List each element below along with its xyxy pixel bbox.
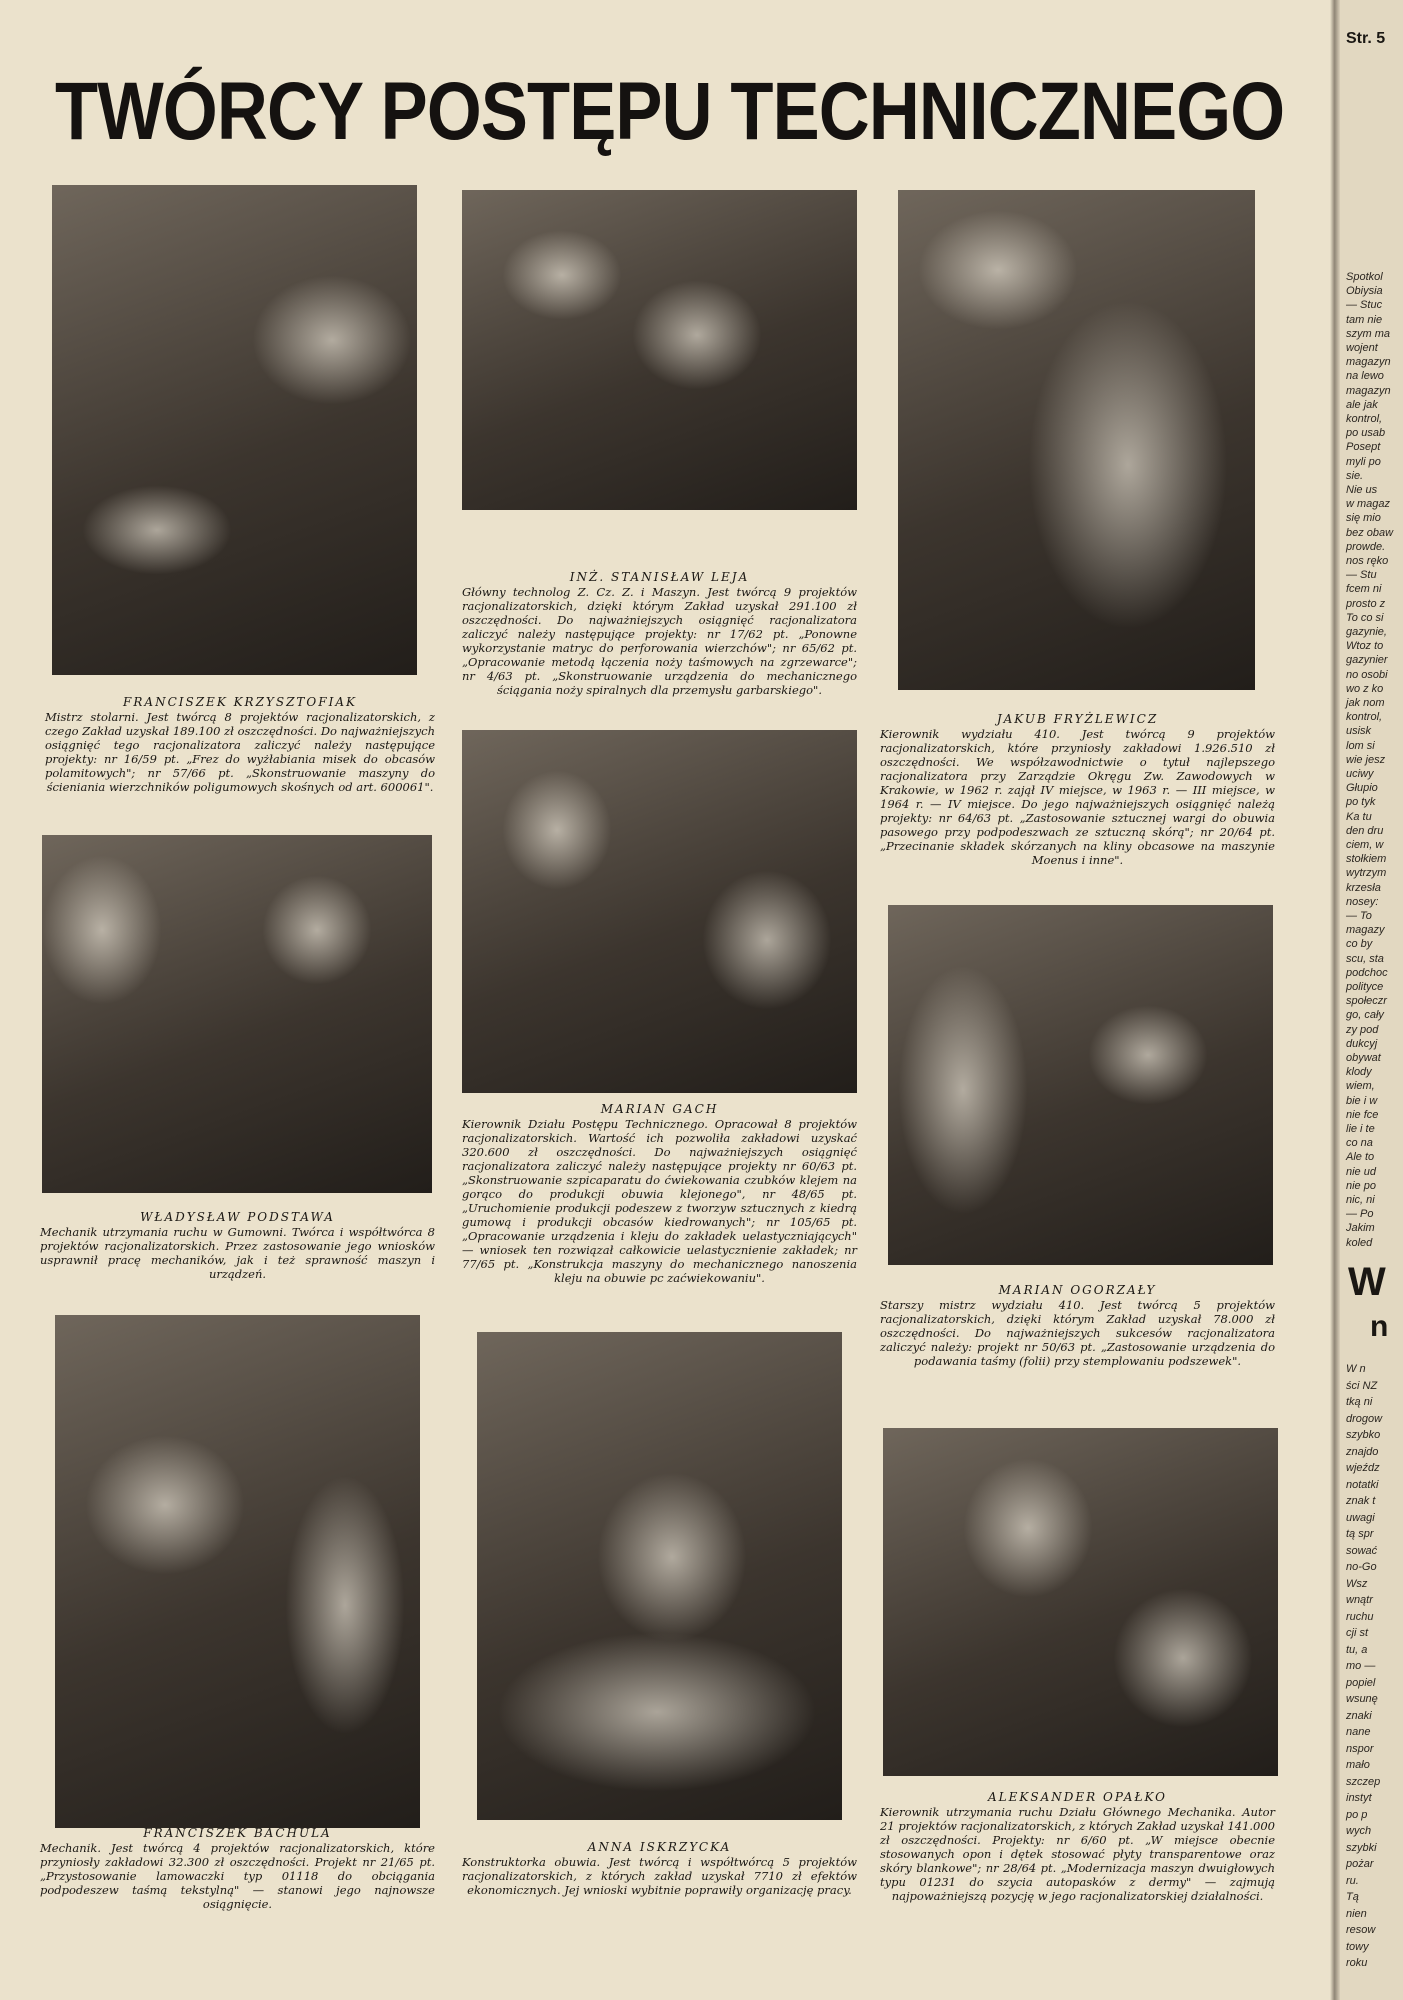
- adjacent-text-fragment: na lewo: [1346, 370, 1384, 383]
- adjacent-text-fragment: wojent: [1346, 342, 1378, 354]
- adjacent-text-fragment: społeczr: [1346, 995, 1387, 1008]
- adjacent-text-fragment: ciem, w: [1346, 839, 1384, 851]
- adjacent-text-fragment: — To: [1346, 910, 1372, 922]
- photo-opalko: [883, 1428, 1278, 1776]
- adjacent-text-fragment: den dru: [1346, 824, 1384, 837]
- adjacent-text-fragment: wiem,: [1346, 1080, 1375, 1093]
- caption-fryzlewicz: [880, 712, 1275, 867]
- adjacent-text-fragment: nie po: [1346, 1179, 1376, 1192]
- adjacent-text-fragment: zy pod: [1346, 1023, 1379, 1036]
- adjacent-text-fragment: prosto z: [1346, 597, 1386, 610]
- adjacent-text-fragment: Nie us: [1346, 484, 1378, 496]
- profile-text: Główny technolog Z. Cz. Z. i Maszyn. Jest twórcą 9 projektów racjonalizatorskich, dzięki którym Zakład uzyskał 291.100 zł oszczędności. Do najważniejszych osiągnięć racjonalizatora zaliczyć należy następujące projekty: nr 17/62 pt. „Ponowne wykorzystanie matryc do perforowania wierzchów"; nr 65/62 pt. „Opracowanie metodą łączenia noży taśmowych na zgrzewarce"; nr 4/63 pt. „Skonstruowanie urządzenia do mechanicznego ściągania noży spiralnych dla przemysłu garbarskiego".: [462, 585, 857, 697]
- adjacent-text-fragment: To co si: [1346, 611, 1384, 624]
- adjacent-text-fragment: nie fce: [1346, 1108, 1379, 1121]
- profile-text: Kierownik Działu Postępu Technicznego. Opracował 8 projektów racjonalizatorskich. Wartość ich pozwoliła zakładowi uzyskać 320.600 zł oszczędności. Do najważniejszych osiągnięć racjonalizatora zaliczyć należy następujące projekty nr 60/63 pt. „Skonstruowanie szpicaparatu do ćwiekowania czubków klejem na gorąco do produkcji obuwia klejonego", nr 48/65 pt. „Uruchomienie produkcji podeszew z tworzyw sztucznych z kiedrą gumową i produkcji obcasów kiedrowanych"; nr 105/65 pt. „Opracowanie urządzenia i kleju do zakładek uelastyczniających" — wniosek ten rozwiązał całkowicie uelastycznienie zakładek; nr 77/65 pt. „Konstrukcja maszyny do mechanicznego nanoszenia kleju na obuwie pc zaćwiekowaniu".: [462, 1117, 857, 1285]
- adjacent-text-fragment: W n: [1346, 1363, 1366, 1375]
- adjacent-text-fragment: Głupio: [1346, 782, 1378, 795]
- adjacent-text-fragment: scu, sta: [1346, 952, 1384, 965]
- adjacent-text-fragment: ruchu: [1346, 1610, 1374, 1623]
- caption-gach: [462, 1102, 857, 1285]
- photo-ogorzaly: [888, 905, 1273, 1265]
- adjacent-text-fragment: lom si: [1346, 739, 1375, 752]
- adjacent-text-fragment: nic, ni: [1346, 1194, 1375, 1206]
- adjacent-text-fragment: no osobi: [1346, 668, 1388, 681]
- profile-text: Kierownik utrzymania ruchu Działu Głównego Mechanika. Autor 21 projektów racjonalizatorskich, z których Zakład uzyskał 141.000 zł oszczędności. Projekty: nr 6/60 pt. „W miejsce obecnie stosowanych opon i dętek stosować płyty transparentowe oraz skóry blankowe"; nr 28/64 pt. „Modernizacja maszyn dwuigłowych typu 01231 do szycia autopasków z dermy" — zajmują najpoważniejszą pozycję w jego racjonalizatorskiej działalności.: [880, 1805, 1275, 1903]
- caption-opalko: [880, 1790, 1275, 1903]
- photo-gach: [462, 730, 857, 1093]
- adjacent-text-fragment: wo z ko: [1346, 682, 1384, 695]
- adjacent-text-fragment: magazyn: [1346, 384, 1391, 397]
- adjacent-text-fragment: wjeźdz: [1346, 1462, 1380, 1474]
- adjacent-text-fragment: uwagi: [1346, 1511, 1375, 1524]
- adjacent-text-fragment: wie jesz: [1346, 753, 1386, 766]
- adjacent-text-fragment: wych: [1346, 1825, 1372, 1837]
- page-number: Str. 5: [1346, 30, 1386, 47]
- profile-name: MARIAN OGORZAŁY: [998, 1283, 1157, 1297]
- profile-name: ANNA ISKRZYCKA: [587, 1840, 732, 1854]
- caption-podstawa: [40, 1210, 435, 1281]
- adjacent-text-fragment: — Po: [1346, 1208, 1374, 1221]
- adjacent-text-fragment: gazynier: [1346, 654, 1388, 667]
- adjacent-text-fragment: pożar: [1346, 1858, 1374, 1870]
- adjacent-text-fragment: się mio: [1346, 512, 1381, 525]
- adjacent-text-fragment: — Stuc: [1346, 299, 1383, 312]
- adjacent-text-fragment: Posept: [1346, 441, 1381, 454]
- adjacent-text-fragment: towy: [1346, 1940, 1369, 1953]
- photo-podstawa: [42, 835, 432, 1193]
- adjacent-text-fragment: Jakim: [1346, 1222, 1375, 1235]
- caption-leja: [462, 570, 857, 697]
- adjacent-text-fragment: uciwy: [1346, 768, 1374, 780]
- adjacent-text-fragment: szybki: [1346, 1841, 1377, 1854]
- adjacent-text-fragment: Tą: [1346, 1891, 1359, 1903]
- adjacent-text-fragment: ale jak: [1346, 398, 1378, 411]
- adjacent-text-fragment: magazyn: [1346, 356, 1391, 369]
- photo-fryzlewicz: [898, 190, 1255, 690]
- adjacent-text-fragment: nos ręko: [1346, 555, 1389, 567]
- photo-leja: [462, 190, 857, 510]
- adjacent-text-fragment: wnątr: [1346, 1594, 1373, 1606]
- adjacent-text-fragment: znak t: [1346, 1495, 1376, 1507]
- adjacent-text-fragment: kontrol,: [1346, 413, 1383, 425]
- page-fold: [1330, 0, 1340, 2000]
- adjacent-text-fragment: magazy: [1346, 924, 1385, 937]
- adjacent-text-fragment: Wsz: [1346, 1577, 1368, 1590]
- adjacent-text-fragment: krzesła: [1346, 881, 1381, 894]
- adjacent-text-fragment: lie i te: [1346, 1123, 1375, 1135]
- adjacent-text-fragment: znaki: [1346, 1709, 1372, 1722]
- profile-text: Konstruktorka obuwia. Jest twórcą i współtwórcą 5 projektów racjonalizatorskich, z których zakład uzyskał 7710 zł efektów ekonomicznych. Jej wnioski wybitnie poprawiły organizację pracy.: [462, 1855, 857, 1897]
- adjacent-text-fragment: nien: [1346, 1907, 1367, 1920]
- adjacent-text-fragment: ści NZ: [1346, 1379, 1378, 1392]
- adjacent-text-fragment: szym ma: [1346, 327, 1390, 340]
- profile-text: Mechanik utrzymania ruchu w Gumowni. Twórca i współtwórca 8 projektów racjonalizatorskich. Przez zastosowanie jego wniosków usprawnił pracę mechaników, jak i też sprawność maszyn i urządzeń.: [40, 1225, 435, 1281]
- adjacent-text-fragment: mo —: [1346, 1660, 1376, 1672]
- adjacent-text-fragment: bie i w: [1346, 1094, 1378, 1107]
- adjacent-text-fragment: fcem ni: [1346, 583, 1382, 596]
- adjacent-text-fragment: po tyk: [1346, 796, 1376, 809]
- adjacent-text-fragment: Obiysia: [1346, 285, 1383, 298]
- adjacent-text-fragment: gazynie,: [1346, 626, 1387, 638]
- adjacent-text-fragment: sować: [1346, 1544, 1378, 1557]
- profile-name: ALEKSANDER OPAŁKO: [988, 1790, 1167, 1804]
- adjacent-text-fragment: nane: [1346, 1726, 1371, 1738]
- profile-text: Kierownik wydziału 410. Jest twórcą 9 projektów racjonalizatorskich, które przyniosły zakładowi 1.926.510 zł oszczędności. We współzawodnictwie o tytuł najlepszego racjonalizatora przy Zarządzie Okręgu Zw. Zawodowych w Krakowie, w 1962 r. zajął IV miejsce, w 1963 r. — III miejsce, w 1964 r. — IV miejsce. Do jego najważniejszych osiągnięć należą projekty: nr 64/63 pt. „Zastosowanie sztucznej wargi do obuwia pasowego przy podpodeszwach ze sztuczną skórą"; nr 20/64 pt. „Przecinanie składek skórzanych na kliny obcasowe na maszynie Moenus i inne".: [880, 727, 1275, 867]
- adjacent-text-fragment: popiel: [1346, 1676, 1376, 1689]
- adjacent-text-fragment: Wtoz to: [1346, 640, 1384, 653]
- adjacent-text-fragment: tą spr: [1346, 1528, 1374, 1540]
- photo-iskrzycka: [477, 1332, 842, 1820]
- adjacent-text-fragment: klody: [1346, 1066, 1372, 1079]
- adjacent-text-fragment: roku: [1346, 1957, 1368, 1969]
- adjacent-text-fragment: go, cały: [1346, 1009, 1384, 1022]
- adjacent-text-fragment: dukcyj: [1346, 1037, 1378, 1050]
- adjacent-text-fragment: szczep: [1346, 1775, 1381, 1788]
- adjacent-text-fragment: sie.: [1346, 469, 1364, 482]
- adjacent-text-fragment: obywat: [1346, 1052, 1381, 1064]
- adjacent-text-fragment: wsunę: [1346, 1693, 1378, 1705]
- adjacent-text-fragment: usisk: [1346, 725, 1372, 738]
- adjacent-text-fragment: polityce: [1346, 981, 1384, 993]
- profile-name: WŁADYSŁAW PODSTAWA: [140, 1210, 335, 1224]
- adjacent-text-fragment: ru.: [1346, 1874, 1359, 1887]
- adjacent-text-fragment: znajdo: [1346, 1445, 1379, 1458]
- adjacent-text-fragment: Ka tu: [1346, 810, 1372, 823]
- adjacent-page-edge: [1340, 0, 1403, 2000]
- adjacent-text-fragment: no-Go: [1346, 1561, 1377, 1573]
- profile-text: Mechanik. Jest twórcą 4 projektów racjonalizatorskich, które przyniosły zakładowi 32.300 zł oszczędności. Projekt nr 21/65 pt. „Przystosowanie lamowaczki typ 01118 do obciągania podpodeszew taśmą tekstylną" — stanowi jego najnowsze osiągnięcie.: [40, 1841, 435, 1911]
- adjacent-text-fragment: nie ud: [1346, 1165, 1376, 1178]
- adjacent-text-fragment: prowde.: [1346, 540, 1386, 553]
- adjacent-headline-letter: W: [1348, 1260, 1386, 1304]
- adjacent-text-fragment: Spotkol: [1346, 271, 1383, 283]
- adjacent-text-fragment: notatki: [1346, 1478, 1379, 1491]
- adjacent-text-fragment: drogow: [1346, 1412, 1383, 1425]
- caption-ogorzaly: [880, 1283, 1275, 1368]
- adjacent-text-fragment: co na: [1346, 1137, 1373, 1150]
- adjacent-text-fragment: co by: [1346, 938, 1373, 951]
- adjacent-text-fragment: w magaz: [1346, 498, 1391, 511]
- adjacent-headline-letter: n: [1370, 1310, 1389, 1343]
- profile-text: Mistrz stolarni. Jest twórcą 8 projektów racjonalizatorskich, z czego Zakład uzyskał 189.100 zł oszczędności. Do najważniejszych osiągnięć tego racjonalizatora zaliczyć należy następujące projekty: nr 16/59 pt. „Frez do wyżłabiania misek do obcasów polamitowych"; nr 57/66 pt. „Skonstruowanie maszyny do ścieniania wierzchników poligumowych skośnych od art. 600061".: [45, 710, 435, 794]
- profile-name: MARIAN GACH: [600, 1102, 719, 1116]
- profile-name: JAKUB FRYŻLEWICZ: [996, 712, 1159, 726]
- adjacent-text-fragment: Ale to: [1346, 1151, 1375, 1164]
- adjacent-text-fragment: nosey:: [1346, 895, 1379, 908]
- profile-name: FRANCISZEK KRZYSZTOFIAK: [123, 695, 357, 709]
- adjacent-text-fragment: resow: [1346, 1924, 1376, 1936]
- adjacent-text-fragment: myli po: [1346, 455, 1381, 468]
- photo-krzysztofiak: [52, 185, 417, 675]
- adjacent-text-fragment: kontrol,: [1346, 711, 1383, 724]
- adjacent-text-fragment: bez obaw: [1346, 526, 1394, 539]
- adjacent-text-fragment: jak nom: [1346, 697, 1385, 709]
- caption-iskrzycka: [462, 1840, 857, 1897]
- adjacent-text-fragment: tam nie: [1346, 313, 1383, 326]
- adjacent-text-fragment: cji st: [1346, 1627, 1368, 1639]
- adjacent-text-fragment: koled: [1346, 1236, 1373, 1249]
- photo-bachula: [55, 1315, 420, 1828]
- adjacent-text-fragment: stołkiem: [1346, 853, 1387, 866]
- profile-name: FRANCISZEK BACHULA: [143, 1826, 332, 1840]
- headline: TWÓRCY POSTĘPU TECHNICZNEGO: [55, 66, 1285, 157]
- adjacent-text-fragment: tką ni: [1346, 1396, 1373, 1408]
- adjacent-text-fragment: po usab: [1346, 427, 1386, 440]
- adjacent-text-fragment: instyt: [1346, 1792, 1372, 1804]
- caption-krzysztofiak: [45, 695, 435, 794]
- adjacent-text-fragment: — Stu: [1346, 569, 1377, 582]
- adjacent-text-fragment: nspor: [1346, 1742, 1374, 1755]
- profile-text: Starszy mistrz wydziału 410. Jest twórcą 5 projektów racjonalizatorskich, dzięki którym Zakład uzyskał 78.000 zł oszczędności. Do najważniejszych sukcesów racjonalizatora zaliczyć należy: projekt nr 50/63 pt. „Zastosowanie urządzenia do podawania taśmy (folii) przy stemplowaniu podszewek".: [880, 1298, 1275, 1368]
- adjacent-text-fragment: po p: [1346, 1808, 1368, 1821]
- adjacent-text-fragment: wytrzym: [1346, 867, 1387, 880]
- adjacent-text-fragment: mało: [1346, 1759, 1370, 1771]
- profile-name: INŻ. STANISŁAW LEJA: [569, 570, 750, 584]
- adjacent-text-fragment: tu, a: [1346, 1643, 1368, 1656]
- caption-bachula: [40, 1826, 435, 1911]
- adjacent-text-fragment: szybko: [1346, 1429, 1381, 1441]
- adjacent-text-fragment: podchoc: [1346, 966, 1388, 979]
